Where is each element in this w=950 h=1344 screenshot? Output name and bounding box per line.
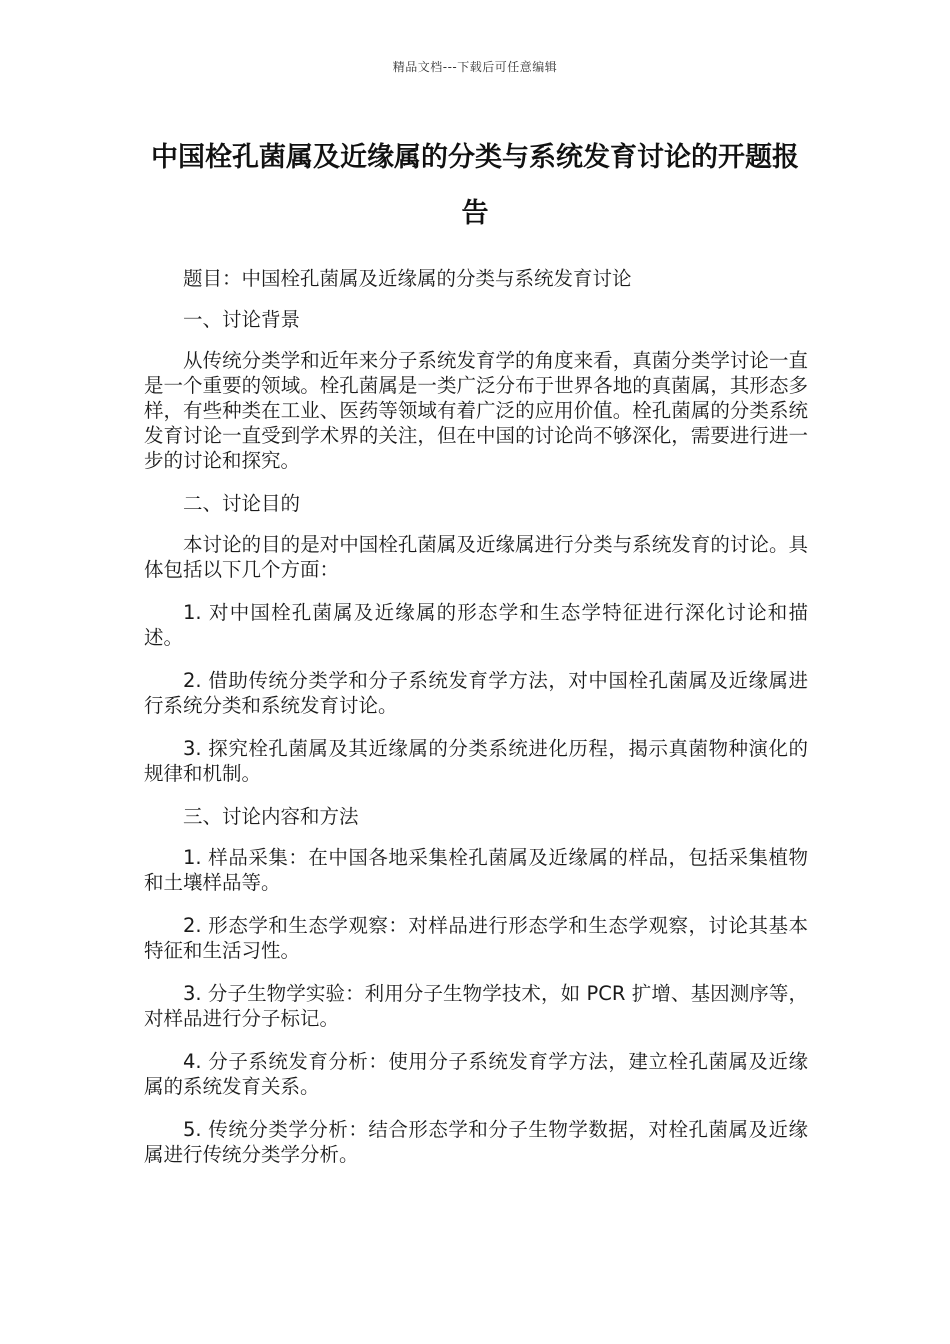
purpose-item-3: 3. 探究栓孔菌属及其近缘属的分类系统进化历程，揭示真菌物种演化的规律和机制。 (144, 737, 808, 785)
method-item-3: 3. 分子生物学实验：利用分子生物学技术，如 PCR 扩增、基因测序等，对样品进行分子标记。 (144, 982, 808, 1030)
document-title: 中国栓孔菌属及近缘属的分类与系统发育讨论的开题报告 (151, 142, 799, 229)
section-heading-methods: 三、讨论内容和方法 (183, 805, 359, 828)
method-item-5: 5. 传统分类学分析：结合形态学和分子生物学数据，对栓孔菌属及近缘属进行传统分类学分析。 (144, 1118, 808, 1166)
topic-line: 题目：中国栓孔菌属及近缘属的分类与系统发育讨论 (183, 267, 632, 290)
method-item-4: 4. 分子系统发育分析：使用分子系统发育学方法，建立栓孔菌属及近缘属的系统发育关系。 (144, 1050, 808, 1098)
purpose-item-2: 2. 借助传统分类学和分子系统发育学方法，对中国栓孔菌属及近缘属进行系统分类和系统发育讨论。 (144, 669, 808, 717)
document-body (144, 266, 808, 1185)
header-note: 精品文档---下载后可任意编辑 (392, 60, 558, 74)
background-paragraph: 从传统分类学和近年来分子系统发育学的角度来看，真菌分类学讨论一直是一个重要的领域。栓孔菌属是一类广泛分布于世界各地的真菌属，其形态多样，有些种类在工业、医药等领域有着广泛的应用价值。栓孔菌属的分类系统发育讨论一直受到学术界的关注，但在中国的讨论尚不够深化，需要进行进一步的讨论和探究。 (144, 349, 808, 472)
purpose-paragraph: 本讨论的目的是对中国栓孔菌属及近缘属进行分类与系统发育的讨论。具体包括以下几个方面： (144, 533, 808, 581)
purpose-item-1: 1. 对中国栓孔菌属及近缘属的形态学和生态学特征进行深化讨论和描述。 (144, 601, 808, 649)
section-heading-purpose: 二、讨论目的 (183, 492, 301, 515)
method-item-1: 1. 样品采集：在中国各地采集栓孔菌属及近缘属的样品，包括采集植物和土壤样品等。 (144, 846, 808, 894)
method-item-2: 2. 形态学和生态学观察：对样品进行形态学和生态学观察，讨论其基本特征和生活习性。 (144, 914, 808, 962)
section-heading-background: 一、讨论背景 (183, 308, 301, 331)
